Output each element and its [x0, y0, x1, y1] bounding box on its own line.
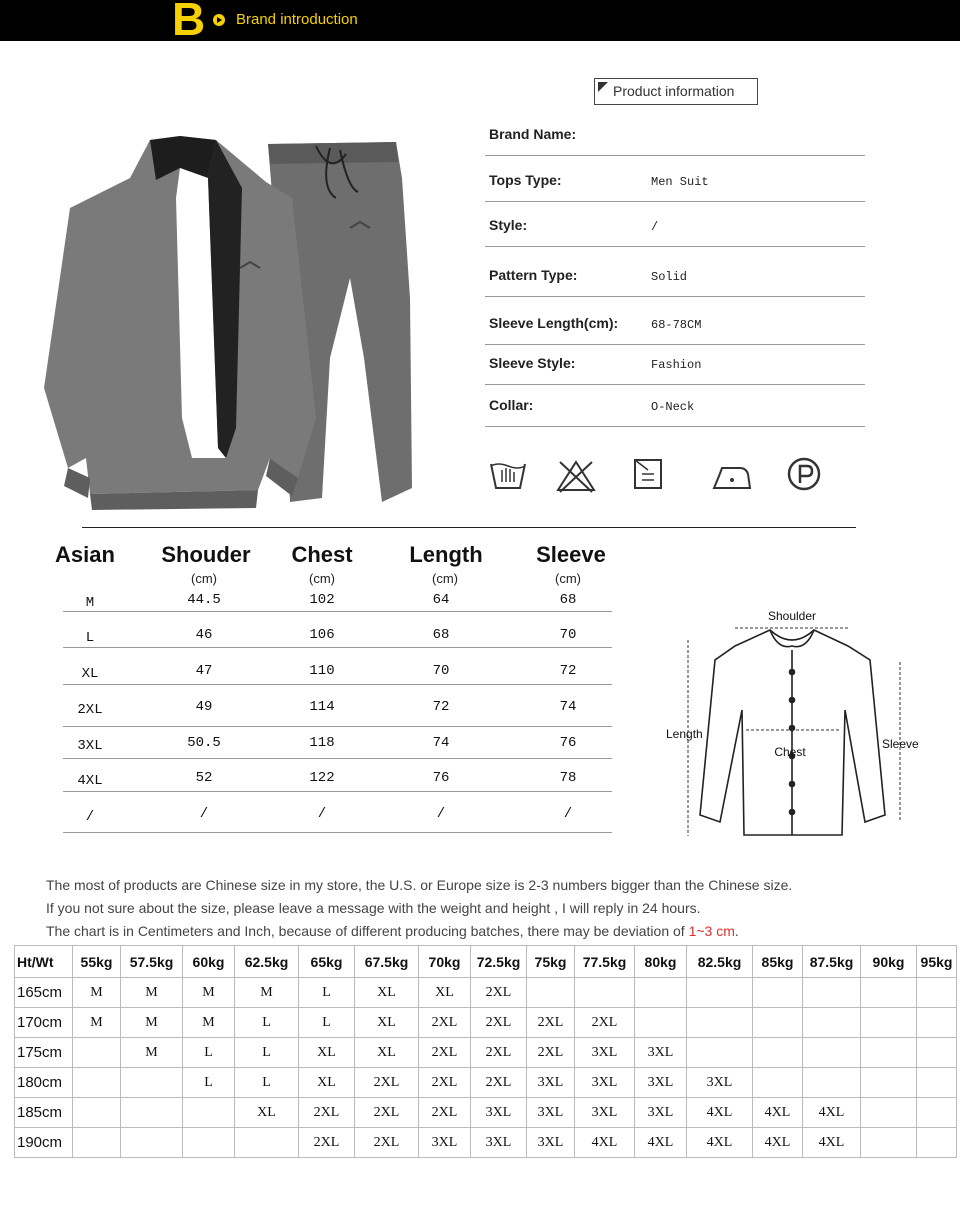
chart-row — [15, 1098, 957, 1128]
size-recommendation: L — [235, 1068, 299, 1098]
size-note-3 — [46, 923, 739, 939]
spec-row-style — [485, 203, 865, 247]
chart-row — [15, 1068, 957, 1098]
size-row-divider — [63, 791, 612, 792]
size-recommendation — [235, 1128, 299, 1158]
size-recommendation: 3XL — [527, 1098, 575, 1128]
size-recommendation: 4XL — [687, 1098, 753, 1128]
size-recommendation: 2XL — [527, 1008, 575, 1038]
size-recommendation: L — [235, 1038, 299, 1068]
spec-row-sleeve-style — [485, 341, 865, 385]
size-recommendation: 3XL — [471, 1128, 527, 1158]
spec-row-pattern-type — [485, 253, 865, 297]
size-cell: / — [317, 806, 327, 822]
size-recommendation: 4XL — [575, 1128, 635, 1158]
banner-letter: B — [172, 0, 206, 45]
size-recommendation — [121, 1098, 183, 1128]
jacket-illustration — [44, 136, 316, 510]
play-icon — [213, 14, 225, 26]
size-recommendation: XL — [419, 978, 471, 1008]
size-recommendation: XL — [299, 1068, 355, 1098]
spec-key: Sleeve Length(cm): — [489, 315, 619, 331]
size-recommendation: 2XL — [471, 1068, 527, 1098]
size-recommendation — [575, 978, 635, 1008]
spec-row-brand-name — [485, 112, 865, 156]
size-cell: 106 — [309, 627, 335, 643]
size-recommendation: 2XL — [299, 1098, 355, 1128]
size-recommendation: M — [235, 978, 299, 1008]
size-recommendation: 2XL — [299, 1128, 355, 1158]
weight-header: 85kg — [753, 946, 803, 978]
spec-key: Style: — [489, 217, 528, 233]
size-cell: L — [85, 630, 95, 646]
spec-row-tops-type — [485, 158, 865, 202]
size-recommendation — [861, 1128, 917, 1158]
size-recommendation: 3XL — [575, 1068, 635, 1098]
size-cell: 122 — [309, 770, 335, 786]
size-cell: / — [436, 806, 446, 822]
weight-header: 65kg — [299, 946, 355, 978]
diagram-label-chest: Chest — [774, 745, 806, 759]
size-recommendation — [803, 1038, 861, 1068]
spec-key: Sleeve Style: — [489, 355, 576, 371]
size-row-divider — [63, 611, 612, 612]
size-recommendation — [527, 978, 575, 1008]
size-header-shoulder: Shouder — [161, 542, 251, 567]
size-cell: 102 — [309, 592, 335, 608]
size-recommendation — [73, 1068, 121, 1098]
size-recommendation: 4XL — [803, 1128, 861, 1158]
size-recommendation: 2XL — [355, 1068, 419, 1098]
spec-key: Tops Type: — [489, 172, 562, 188]
size-row-divider — [63, 832, 612, 833]
size-cell: 46 — [195, 627, 213, 643]
height-label: 175cm — [15, 1038, 73, 1068]
hand-wash-icon — [488, 456, 528, 494]
size-recommendation: XL — [355, 978, 419, 1008]
size-recommendation — [917, 1098, 957, 1128]
size-recommendation: M — [183, 978, 235, 1008]
spec-value: Solid — [651, 270, 688, 284]
size-recommendation — [803, 1068, 861, 1098]
shirt-outline-icon — [700, 630, 885, 835]
weight-header: 77.5kg — [575, 946, 635, 978]
measurement-diagram — [660, 600, 920, 845]
size-cell: 47 — [195, 663, 213, 679]
diagram-label-shoulder: Shoulder — [767, 609, 817, 623]
size-row-divider — [63, 758, 612, 759]
size-header-sleeve: Sleeve — [536, 542, 606, 567]
size-cell: XL — [81, 666, 99, 682]
size-cell: 74 — [559, 699, 577, 715]
chart-corner-label: Ht/Wt — [15, 946, 73, 978]
size-recommendation — [635, 978, 687, 1008]
size-recommendation — [73, 1038, 121, 1068]
weight-header: 55kg — [73, 946, 121, 978]
size-cell: 68 — [432, 627, 450, 643]
weight-header: 70kg — [419, 946, 471, 978]
size-recommendation: L — [183, 1038, 235, 1068]
weight-header: 95kg — [917, 946, 957, 978]
corner-mark-icon — [598, 82, 608, 92]
size-cell: 76 — [559, 735, 577, 751]
size-recommendation — [861, 1098, 917, 1128]
size-recommendation: 2XL — [527, 1038, 575, 1068]
size-recommendation: 4XL — [635, 1128, 687, 1158]
size-recommendation — [803, 1008, 861, 1038]
size-recommendation: XL — [355, 1008, 419, 1038]
size-note-2: If you not sure about the size, please leave a message with the weight and height , I will reply in 24 hours. — [46, 900, 701, 916]
size-recommendation — [861, 978, 917, 1008]
product-information-label: Product information — [613, 83, 735, 99]
size-recommendation: 3XL — [687, 1068, 753, 1098]
weight-header: 90kg — [861, 946, 917, 978]
size-recommendation — [861, 1008, 917, 1038]
size-recommendation: 3XL — [575, 1038, 635, 1068]
size-recommendation: 4XL — [753, 1128, 803, 1158]
spec-value: / — [651, 220, 659, 234]
size-cell: 44.5 — [187, 592, 221, 608]
size-recommendation — [803, 978, 861, 1008]
size-recommendation: M — [73, 978, 121, 1008]
chart-header-row — [15, 946, 957, 978]
size-unit-length: (cm) — [432, 571, 458, 586]
size-recommendation — [687, 978, 753, 1008]
size-recommendation: 2XL — [419, 1098, 471, 1128]
size-cell: M — [85, 595, 95, 611]
size-recommendation: 3XL — [635, 1098, 687, 1128]
size-recommendation — [73, 1098, 121, 1128]
size-cell: 118 — [309, 735, 335, 751]
size-recommendation: 3XL — [575, 1098, 635, 1128]
size-recommendation: L — [183, 1068, 235, 1098]
size-recommendation: XL — [355, 1038, 419, 1068]
size-recommendation: 2XL — [471, 1008, 527, 1038]
banner-title: Brand introduction — [236, 11, 358, 28]
size-recommendation: M — [121, 1008, 183, 1038]
weight-header: 60kg — [183, 946, 235, 978]
size-cell: 52 — [195, 770, 213, 786]
size-cell: 78 — [559, 770, 577, 786]
size-recommendation — [917, 1008, 957, 1038]
size-header-asian: Asian — [55, 542, 115, 567]
size-cell: 70 — [432, 663, 450, 679]
size-recommendation: 3XL — [419, 1128, 471, 1158]
size-cell: 50.5 — [187, 735, 221, 751]
spec-value: Men Suit — [651, 175, 709, 189]
size-row-divider — [63, 684, 612, 685]
size-recommendation: 4XL — [687, 1128, 753, 1158]
brand-banner — [0, 0, 960, 45]
spec-value: 68-78CM — [651, 318, 702, 332]
size-recommendation — [753, 1008, 803, 1038]
weight-header: 75kg — [527, 946, 575, 978]
size-note-3-end: . — [734, 923, 739, 939]
weight-header: 72.5kg — [471, 946, 527, 978]
height-label: 185cm — [15, 1098, 73, 1128]
size-recommendation: 3XL — [527, 1128, 575, 1158]
size-cell: / — [199, 806, 209, 822]
weight-header: 82.5kg — [687, 946, 753, 978]
size-cell: 70 — [559, 627, 577, 643]
size-note-3-text: The chart is in Centimeters and Inch, because of different producing batches, there may be deviation of — [46, 923, 689, 939]
size-recommendation: L — [235, 1008, 299, 1038]
size-recommendation — [73, 1128, 121, 1158]
chart-row — [15, 1038, 957, 1068]
size-cell: 2XL — [77, 702, 103, 718]
spec-row-sleeve-length — [485, 301, 865, 345]
size-cell: 74 — [432, 735, 450, 751]
size-cell: 110 — [309, 663, 335, 679]
no-bleach-icon — [556, 456, 596, 494]
size-recommendation: 2XL — [575, 1008, 635, 1038]
size-recommendation: 4XL — [803, 1098, 861, 1128]
height-label: 180cm — [15, 1068, 73, 1098]
diagram-label-length: Length — [666, 727, 703, 741]
size-recommendation: 2XL — [355, 1098, 419, 1128]
spec-key: Brand Name: — [489, 126, 577, 142]
size-recommendation: XL — [235, 1098, 299, 1128]
size-recommendation: 2XL — [471, 1038, 527, 1068]
weight-header: 67.5kg — [355, 946, 419, 978]
size-recommendation: L — [299, 1008, 355, 1038]
size-recommendation — [753, 1068, 803, 1098]
diagram-label-sleeve: Sleeve — [882, 737, 919, 751]
dry-clean-icon — [786, 456, 826, 494]
hang-dry-icon — [630, 456, 670, 494]
size-unit-sleeve: (cm) — [555, 571, 581, 586]
iron-low-icon — [712, 456, 752, 494]
size-recommendation: 2XL — [471, 978, 527, 1008]
size-recommendation — [861, 1068, 917, 1098]
size-cell: 72 — [432, 699, 450, 715]
spec-row-collar — [485, 383, 865, 427]
size-recommendation: 3XL — [635, 1068, 687, 1098]
size-cell: 3XL — [77, 738, 103, 754]
weight-header: 80kg — [635, 946, 687, 978]
weight-header: 57.5kg — [121, 946, 183, 978]
size-recommendation — [121, 1128, 183, 1158]
size-unit-chest: (cm) — [309, 571, 335, 586]
size-cell: 76 — [432, 770, 450, 786]
product-information-badge — [594, 78, 758, 105]
spec-key: Pattern Type: — [489, 267, 578, 283]
size-recommendation — [917, 978, 957, 1008]
size-recommendation — [753, 1038, 803, 1068]
size-recommendation: 3XL — [471, 1098, 527, 1128]
size-recommendation — [917, 1128, 957, 1158]
size-recommendation: XL — [299, 1038, 355, 1068]
height-label: 165cm — [15, 978, 73, 1008]
size-recommendation: 2XL — [355, 1128, 419, 1158]
size-recommendation — [687, 1038, 753, 1068]
size-cell: 68 — [559, 592, 577, 608]
tracksuit-image — [30, 118, 420, 513]
weight-header: 87.5kg — [803, 946, 861, 978]
size-cell: / — [563, 806, 573, 822]
size-cell: 4XL — [77, 773, 103, 789]
size-recommendation — [917, 1038, 957, 1068]
size-cell: 49 — [195, 699, 213, 715]
spec-value: O-Neck — [651, 400, 695, 414]
chart-row — [15, 978, 957, 1008]
size-recommendation: 3XL — [527, 1068, 575, 1098]
size-recommendation: 4XL — [753, 1098, 803, 1128]
weight-header: 62.5kg — [235, 946, 299, 978]
size-recommendation — [917, 1068, 957, 1098]
chart-row — [15, 1128, 957, 1158]
size-recommendation: 2XL — [419, 1038, 471, 1068]
size-cell: 72 — [559, 663, 577, 679]
size-cell: 64 — [432, 592, 450, 608]
deviation-value: 1~3 cm — [688, 923, 735, 939]
size-row-divider — [63, 647, 612, 648]
size-cell: 114 — [309, 699, 335, 715]
size-recommendation — [753, 978, 803, 1008]
size-recommendation — [121, 1068, 183, 1098]
size-header-length: Length — [409, 542, 483, 567]
size-cell: / — [85, 809, 95, 825]
size-recommendation — [861, 1038, 917, 1068]
size-header-chest: Chest — [291, 542, 353, 567]
size-recommendation: M — [121, 978, 183, 1008]
size-recommendation: M — [73, 1008, 121, 1038]
size-recommendation — [183, 1098, 235, 1128]
size-recommendation — [687, 1008, 753, 1038]
height-label: 170cm — [15, 1008, 73, 1038]
size-recommendation — [183, 1128, 235, 1158]
spec-value: Fashion — [651, 358, 702, 372]
size-recommendation: M — [121, 1038, 183, 1068]
section-divider — [82, 527, 856, 528]
size-recommendation: L — [299, 978, 355, 1008]
size-recommendation: 3XL — [635, 1038, 687, 1068]
chart-row — [15, 1008, 957, 1038]
size-recommendation: M — [183, 1008, 235, 1038]
spec-key: Collar: — [489, 397, 534, 413]
size-recommendation: 2XL — [419, 1068, 471, 1098]
height-label: 190cm — [15, 1128, 73, 1158]
height-weight-chart — [14, 945, 957, 1158]
size-recommendation — [635, 1008, 687, 1038]
size-unit-shoulder: (cm) — [191, 571, 217, 586]
size-row-divider — [63, 726, 612, 727]
size-note-1: The most of products are Chinese size in my store, the U.S. or Europe size is 2-3 numbers bigger than the Chinese size. — [46, 877, 793, 893]
size-recommendation: 2XL — [419, 1008, 471, 1038]
